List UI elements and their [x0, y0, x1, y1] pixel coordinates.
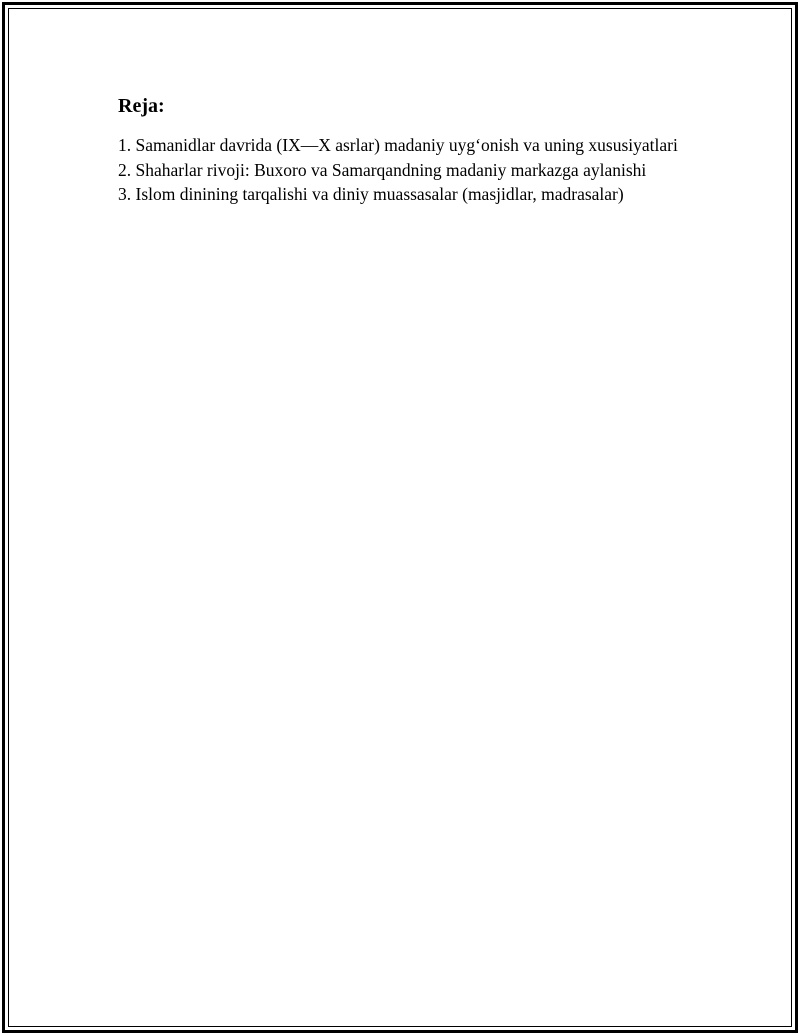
plan-item-1: 1. Samanidlar davrida (IX—X asrlar) madaniy uyg‘onish va uning xususiyatlari: [118, 135, 678, 155]
plan-item-3: 3. Islom dinining tarqalishi va diniy muassasalar (masjidlar, madrasalar): [118, 184, 624, 204]
page-content: [118, 94, 698, 207]
plan-list: [118, 133, 698, 207]
plan-heading: Reja:: [118, 95, 165, 117]
plan-item-2: 2. Shaharlar rivoji: Buxoro va Samarqandning madaniy markazga aylanishi: [118, 159, 647, 180]
